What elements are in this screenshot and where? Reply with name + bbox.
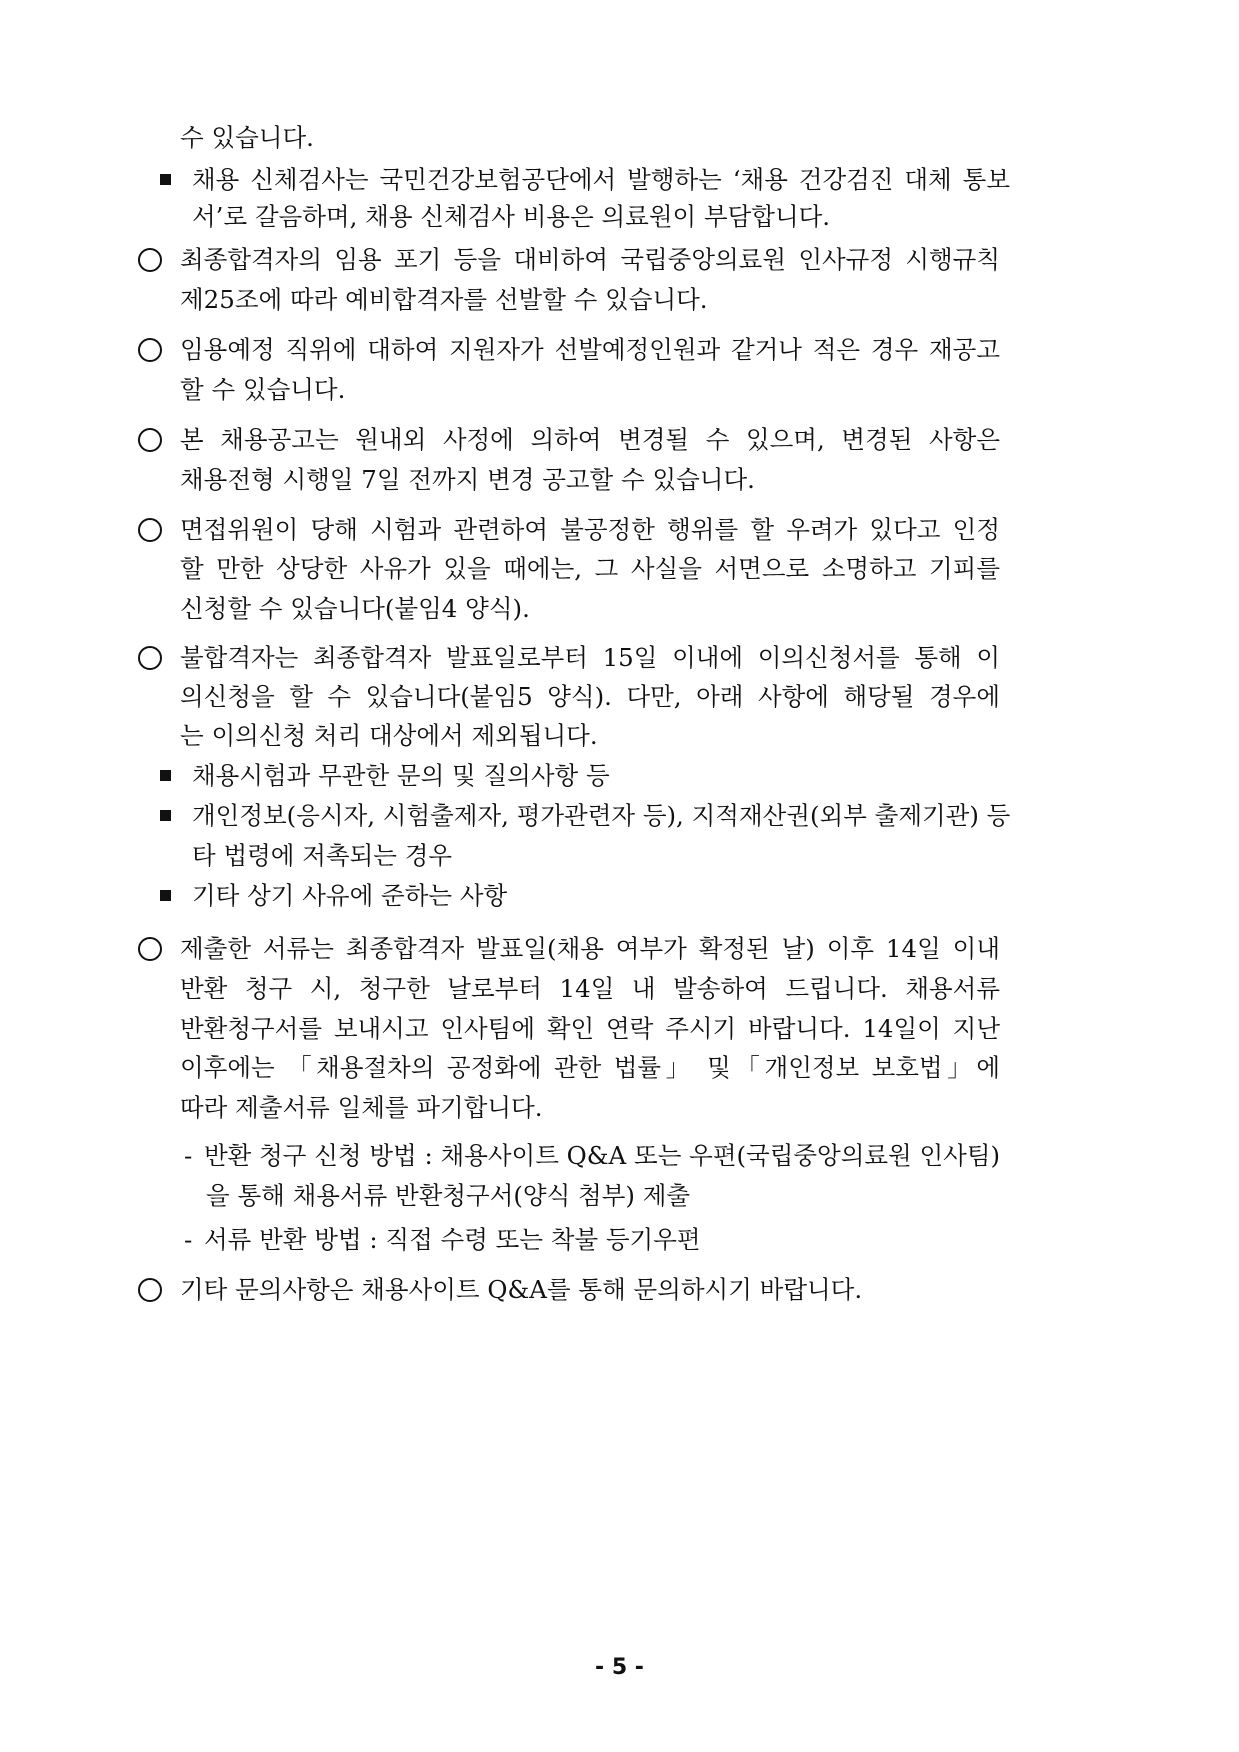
circle-bullet-icon xyxy=(138,518,162,542)
dash-marker: - xyxy=(184,1225,193,1254)
circle-bullet-icon xyxy=(138,428,162,452)
square-bullet-icon xyxy=(160,810,171,821)
square-bullet-icon xyxy=(160,174,171,185)
circle-bullet-icon xyxy=(138,1278,162,1302)
circle-bullet-icon xyxy=(138,937,162,961)
circle-bullet-icon xyxy=(138,248,162,272)
dash-marker: - xyxy=(184,1141,193,1170)
circle-bullet-icon xyxy=(138,646,162,670)
page-number: - 5 - xyxy=(595,1655,644,1680)
circle-bullet-icon xyxy=(138,338,162,362)
square-bullet-icon xyxy=(160,890,171,901)
square-bullet-icon xyxy=(160,770,171,781)
